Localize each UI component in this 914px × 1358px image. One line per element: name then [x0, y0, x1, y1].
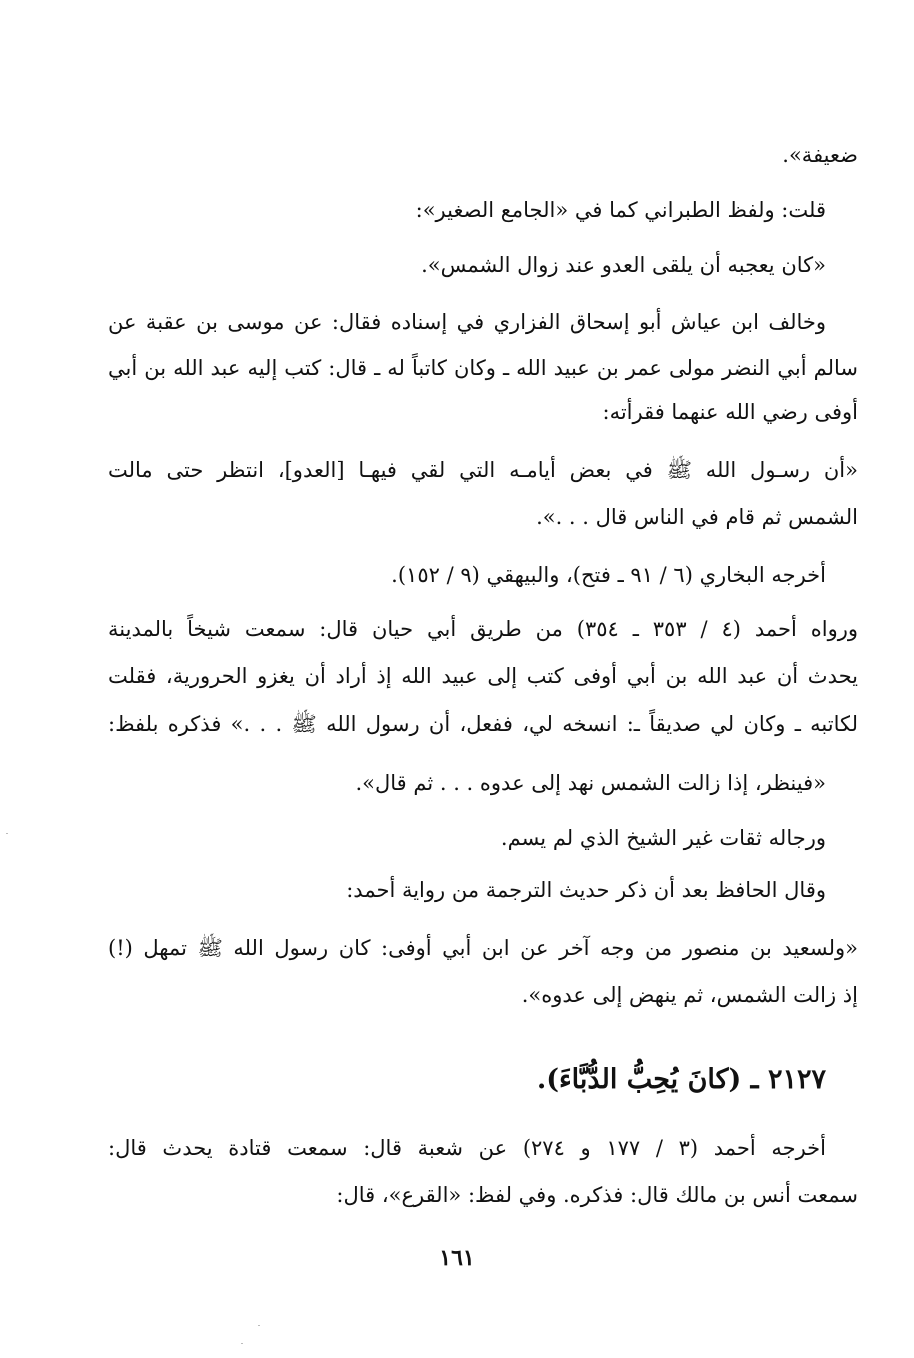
text-line-10: ورواه أحمد (٤ / ٣٥٣ ـ ٣٥٤) من طريق أبي حيان قال: سمعت شيخاً بالمدينة — [108, 617, 858, 641]
text-line-1: ضعيفة». — [782, 143, 858, 167]
text-line-9: أخرجه البخاري (٦ / ٩١ ـ فتح)، والبيهقي (٩ / ١٥٢). — [391, 563, 826, 587]
text-line-6: أوفى رضي الله عنهما فقرأته: — [602, 400, 858, 424]
scan-speck — [241, 1343, 243, 1344]
text-line-17: إذ زالت الشمس، ثم ينهض إلى عدوه». — [521, 983, 858, 1007]
text-line-7: «أن رسـول الله ﷺ في بعض أيامـه التي لقي فيهـا [العدو]، انتظر حتى مالت — [108, 458, 858, 482]
text-line-15: وقال الحافظ بعد أن ذكر حديث الترجمة من رواية أحمد: — [346, 878, 826, 902]
text-line-4: وخالف ابن عياش أبو إسحاق الفزاري في إسناده فقال: عن موسى بن عقبة عن — [108, 310, 826, 334]
hadith-heading: ٢١٢٧ ـ (كانَ يُحِبُّ الدُّبَّاءَ). — [536, 1064, 826, 1095]
scan-speck — [6, 833, 8, 834]
text-line-11: يحدث أن عبد الله بن أبي أوفى كتب إلى عبيد الله إذ أراد أن يغزو الحرورية، فقلت — [108, 664, 858, 688]
text-line-14: ورجاله ثقات غير الشيخ الذي لم يسم. — [500, 826, 826, 850]
text-line-2: قلت: ولفظ الطبراني كما في «الجامع الصغير»: — [415, 198, 826, 222]
text-line-5: سالم أبي النضر مولى عمر بن عبيد الله ـ وكان كاتباً له ـ قال: كتب إليه عبد الله بن أبي — [108, 356, 858, 380]
text-line-13: «فينظر، إذا زالت الشمس نهد إلى عدوه . . . ثم قال». — [355, 771, 826, 795]
page-number: ١٦١ — [439, 1245, 475, 1271]
text-line-12: لكاتبه ـ وكان لي صديقاً ـ: انسخه لي، ففعل، أن رسول الله ﷺ . . .» فذكره بلفظ: — [108, 712, 858, 736]
text-line-16: «ولسعيد بن منصور من وجه آخر عن ابن أبي أوفى: كان رسول الله ﷺ تمهل (!) — [108, 936, 858, 960]
text-line-19: سمعت أنس بن مالك قال: فذكره. وفي لفظ: «القرع»، قال: — [336, 1183, 858, 1207]
text-line-3: «كان يعجبه أن يلقى العدو عند زوال الشمس». — [421, 253, 826, 277]
text-line-8: الشمس ثم قام في الناس قال . . .». — [536, 505, 858, 529]
scan-speck — [258, 1325, 260, 1326]
text-line-18: أخرجه أحمد (٣ / ١٧٧ و ٢٧٤) عن شعبة قال: سمعت قتادة يحدث قال: — [108, 1136, 826, 1160]
